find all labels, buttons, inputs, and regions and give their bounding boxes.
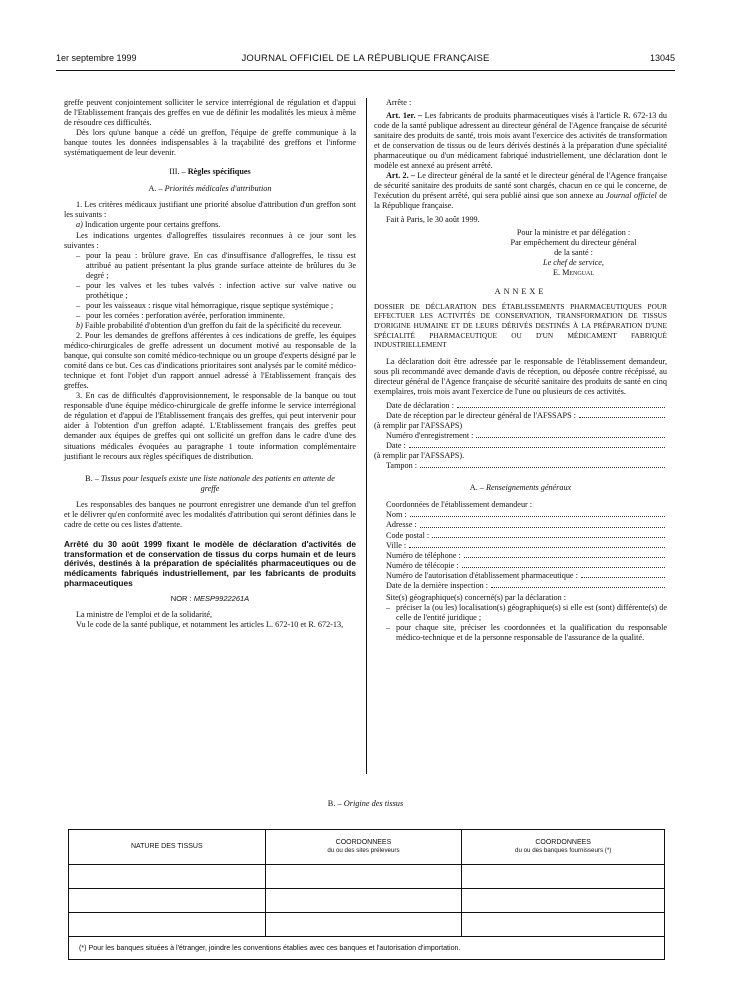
fax-field <box>374 561 667 571</box>
subsection-heading <box>64 184 356 194</box>
table-cell[interactable] <box>69 913 266 937</box>
field-label: Tampon : <box>386 461 418 471</box>
last-inspection-field <box>374 581 667 591</box>
section-title: Origine des tissus <box>343 799 404 808</box>
paragraph: La ministre de l'emploi et de la solidarité, <box>76 609 213 619</box>
fill-line <box>409 541 665 548</box>
field-label: Numéro de téléphone : <box>386 550 461 560</box>
paragraph: 2. Pour les demandes de greffons afférentes à ces indications de greffe, les équipes médico-chirurgicales de greffe adressent un document motivé au responsable de la banque, qui consulte son comité médico-technique ou un groupe d'experts désigné par le comité dans ce but. Ces cas d'indications prioritaires sont analysés par le comité médico-technique et font l'objet d'un rapport annuel adressé à l'Etablissement français des greffes. <box>64 330 356 391</box>
section-title: Renseignements généraux <box>485 483 572 493</box>
address-field <box>374 520 667 530</box>
section-title: Règles spécifiques <box>187 167 251 177</box>
table-row <box>69 913 665 937</box>
fill-line <box>457 401 665 408</box>
paragraph <box>64 220 356 230</box>
header-date: 1er septembre 1999 <box>56 53 137 63</box>
decree-title: Arrêté du 30 août 1999 fixant le modèle de déclaration d'activités de transformation et de conservation de tissus du corps humain et de leurs dérivés, destinés à la préparation de spécialités pharmaceutiques ou de médicaments fabriqués industriellement, par les fabricants de produits pharmaceutiques <box>64 538 356 589</box>
table-footnote-row <box>69 937 665 960</box>
column-header-title: COORDONNEES <box>535 839 591 846</box>
field-label: Numéro d'enregistrement : <box>386 431 474 441</box>
fill-line <box>462 561 665 568</box>
table-row <box>69 889 665 913</box>
reception-date-field <box>374 411 667 421</box>
article-2 <box>374 171 667 211</box>
table-cell[interactable] <box>69 889 266 913</box>
journal-title: JOURNAL OFFICIEL DE LA RÉPUBLIQUE FRANÇAISE <box>241 53 490 64</box>
list-item: – pour les cornées : perforation avérée, perforation imminente. <box>64 311 356 321</box>
annex-title: DOSSIER DE DÉCLARATION DES ÉTABLISSEMENTS PHARMACEUTIQUES POUR EFFECTUER LES ACTIVITÉS DE CONSERVATION, TRANSFORMATION DE TISSUS D'ORIGINE HUMAINE ET DE LEURS DÉRIVÉS DESTINÉS À LA PRÉPARATION D'UNE SPÉCIALITÉ PHARMACEUTIQUE OU D'UN MÉDICAMENT FABRIQUÉ INDUSTRIELLEMENT <box>374 301 667 350</box>
signature-block <box>480 228 667 278</box>
paragraph: Vu le code de la santé publique, et notamment les articles L. 672-10 et R. 672-13, <box>76 619 344 629</box>
table-row <box>69 865 665 889</box>
paragraph: Les indications urgentes d'allogreffes tissulaires reconnues à ce jour sont les suivantes : <box>64 230 356 250</box>
table-footnote: (*) Pour les banques situées à l'étranger, joindre les conventions établies avec ces banques et l'autorisation d'importation. <box>69 937 665 960</box>
signature-line: Pour la ministre et par délégation : <box>516 227 631 237</box>
right-column <box>374 98 667 643</box>
article-1 <box>374 111 667 171</box>
name-field <box>374 510 667 520</box>
signature-line: Le chef de service, <box>543 257 604 267</box>
annex-heading: ANNEXE <box>494 286 547 296</box>
paragraph: 1. Les critères médicaux justifiant une priorité absolue d'attribution d'un greffon sont les suivants : <box>64 200 356 220</box>
paragraph: 3. En cas de difficultés d'approvisionnement, le responsable de la banque ou tout responsable d'une équipe médico-chirurgicale de greffe informe le service interrégional de régulation et d'appui de l'Etablissement français des greffes, qui peut intervenir pour aider à l'obtention d'un greffon adapté. L'Etablissement français des greffes peut demander aux équipes de greffes qui ont sollicité un greffon dans le cadre d'une des situations médicales évoquées au paragraphe 1 toute information complémentaire justifiant le recours aux règles spécifiques de distribution. <box>64 391 356 461</box>
phone-field <box>374 551 667 561</box>
paragraph: Les responsables des banques ne pourront enregistrer une demande d'un tel greffon et le délivrer qu'en conformité avec les modalités d'attribution qui seront définies dans le cadre de cette ou ces listes d'attente. <box>64 499 356 529</box>
item-label: b) <box>76 320 83 330</box>
indication-list <box>64 251 356 321</box>
list-item: – pour la peau : brûlure grave. En cas d'insuffisance d'allogreffes, le tissu est attribué au patient présentant la plus grande surface atteinte de brûlures du 3e degré ; <box>64 251 356 281</box>
column-divider <box>366 98 367 774</box>
field-label: Date de réception par le directeur général de l'AFSSAPS : <box>386 411 576 421</box>
table-cell[interactable] <box>462 889 665 913</box>
nor-reference <box>64 594 356 604</box>
field-label: Date de déclaration : <box>386 401 454 410</box>
stamp-field <box>374 461 667 471</box>
subsection-heading <box>82 474 338 494</box>
page-header <box>56 53 675 67</box>
paragraph: greffe peuvent conjointement solliciter le service interrégional de régulation et d'appui de l'Etablissement français des greffes en vue de définir les modalités les mieux à même de résoudre ces difficultés. <box>64 98 356 128</box>
table-cell[interactable] <box>462 913 665 937</box>
list-item: – préciser la (ou les) localisation(s) géographique(s) si elle est (sont) différente(s) de celle de l'entité juridique ; <box>374 603 667 623</box>
list-item: – pour les vaisseaux : risque vital hémorragique, risque septique systémique ; <box>64 301 356 311</box>
table-cell[interactable] <box>265 889 462 913</box>
signatory-name: E. Mengual <box>552 267 595 277</box>
sites-list <box>374 603 667 643</box>
section-number: III. – <box>169 167 186 177</box>
column-header-nature: NATURE DES TISSUS <box>69 830 266 865</box>
signature-line: de la santé : <box>554 247 593 257</box>
fill-line <box>476 431 665 438</box>
item-text: Faible probabilité d'obtention d'un greffon du fait de la spécificité du receveur. <box>84 320 342 330</box>
paragraph <box>64 321 356 331</box>
paragraph: Dès lors qu'une banque a cédé un greffon, l'équipe de greffe communique à la banque toutes les données indispensables à la traçabilité des greffons et l'informe systématiquement de leur devenir. <box>64 128 356 158</box>
column-header-banks <box>462 830 665 865</box>
field-label: Adresse : <box>386 520 417 530</box>
list-item: – pour les valves et les tubes valvés : infection active sur valve native ou prothétique ; <box>64 281 356 301</box>
header-rule <box>56 70 675 71</box>
article-text: Le directeur général de la santé et le directeur général de l'Agence française de sécurité sanitaire des produits de santé sont chargés, chacun en ce qui le concerne, de l'exécution du présent arrêté, qui sera publié ainsi que son annexe au <box>374 171 668 201</box>
fill-line <box>432 531 665 538</box>
subsection-number: A. – <box>148 184 163 194</box>
section-a-heading <box>374 483 667 493</box>
subsection-number: B. – <box>85 473 99 483</box>
declaration-date-field <box>374 401 667 411</box>
list-item: – pour chaque site, préciser les coordonnées et la qualification du responsable médico-technique et de la personne responsable de l'assurance de la qualité. <box>374 623 667 643</box>
tissue-origin-table <box>68 829 665 960</box>
table-cell[interactable] <box>69 865 266 889</box>
journal-reference: Journal officiel <box>606 191 657 201</box>
field-label: Ville : <box>386 540 407 550</box>
signature-line: Par empêchement du directeur général <box>510 237 637 247</box>
item-label: a) <box>76 220 83 230</box>
section-heading <box>64 167 356 177</box>
field-label: Numéro de l'autorisation d'établissement pharmaceutique : <box>386 570 578 580</box>
paragraph: La déclaration doit être adressée par le responsable de l'établissement demandeur, sous pli recommandé avec demande d'avis de réception, ou déposée contre récépissé, au directeur général de l'Agence française de sécurité sanitaire des produits de santé en cinq exemplaires, trois mois avant l'exercice de l'une ou plusieurs de ces activités. <box>374 356 667 396</box>
table-cell[interactable] <box>462 865 665 889</box>
article-text: de la République française. <box>374 191 667 211</box>
article-label: Art. 1er. – <box>386 111 423 121</box>
section-number: B. – <box>327 799 342 808</box>
article-label: Art. 2. – <box>386 171 415 181</box>
column-header-subtitle: du ou des sites préleveurs <box>327 847 400 854</box>
fill-line <box>410 510 665 517</box>
subsection-title: Priorités médicales d'attribution <box>164 184 272 194</box>
city-field <box>374 541 667 551</box>
table-cell[interactable] <box>265 913 462 937</box>
signature-place-date: Fait à Paris, le 30 août 1999. <box>386 214 480 224</box>
column-header-sites <box>265 830 462 865</box>
column-header-subtitle: du ou des banques fournisseurs (*) <box>515 847 612 854</box>
fill-line <box>420 461 665 468</box>
section-number: A. – <box>469 483 484 493</box>
field-label: Numéro de télécopie : <box>386 560 459 570</box>
nor-value: MESP9922261A <box>193 593 250 603</box>
fill-line <box>581 571 665 578</box>
sites-intro: Site(s) géographique(s) concerné(s) par la déclaration : <box>386 592 567 602</box>
registration-number-field <box>374 431 667 441</box>
note: (à remplir par l'AFSSAPS). <box>374 451 465 461</box>
field-label: Date : <box>386 441 406 451</box>
field-label: Nom : <box>386 510 407 520</box>
fill-line <box>491 581 665 588</box>
arrete-heading: Arrête : <box>386 98 412 107</box>
postal-code-field <box>374 531 667 541</box>
fill-line <box>420 520 665 527</box>
section-b-heading <box>0 799 731 808</box>
page-number: 13045 <box>649 53 675 63</box>
field-label: Date de la dernière inspection : <box>386 580 489 590</box>
date-field <box>374 441 667 451</box>
column-header-title: COORDONNEES <box>335 839 392 846</box>
table-cell[interactable] <box>265 865 462 889</box>
note: (à remplir par l'AFSSAPS) <box>374 421 463 431</box>
left-column <box>64 98 356 630</box>
item-text: Indication urgente pour certains greffons. <box>84 220 221 230</box>
coordinates-intro: Coordonnées de l'établissement demandeur : <box>386 500 533 510</box>
field-label: Code postal : <box>386 530 430 540</box>
article-text: Les fabricants de produits pharmaceutiques visés à l'article R. 672-13 du code de la santé publique adressent au directeur général de l'Agence française de sécurité sanitaire des produits de santé, trois mois avant l'exercice des activités de transformation et de conservation de tissus ou de leurs dérivés destinés à la préparation d'une spécialité pharmaceutique ou d'un médicament fabriqué industriellement, une déclaration dont le modèle est annexé au présent arrêté. <box>374 111 667 171</box>
fill-line <box>579 411 665 418</box>
subsection-title: Tissus pour lesquels existe une liste nationale des patients en attente de greffe <box>100 473 335 493</box>
nor-label: NOR : <box>170 593 192 603</box>
table-header-row <box>69 830 665 865</box>
fill-line <box>464 551 665 558</box>
authorization-number-field <box>374 571 667 581</box>
fill-line <box>409 441 665 448</box>
